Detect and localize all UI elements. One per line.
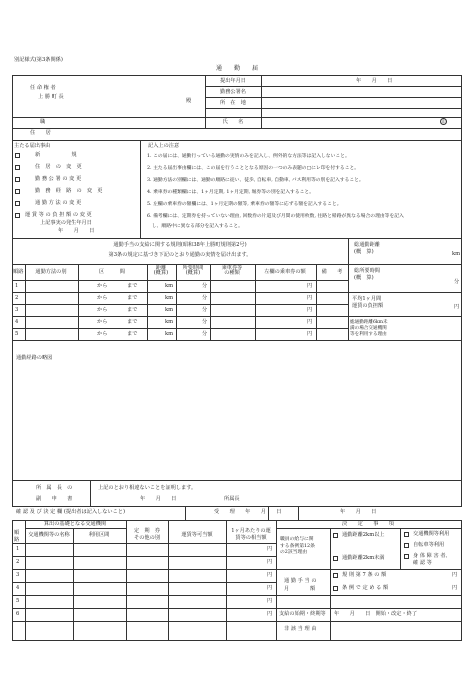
dept-head-label-2: 副 申 書	[36, 496, 73, 502]
reason-label: 運 賃 等 の 負 担 額 の 変 更	[25, 212, 92, 218]
addressee-label: 任 命 権 者	[30, 85, 56, 91]
certification-statement: 上記のとおり相違ないことを証明します。	[98, 485, 197, 491]
ordinance-amount-label: 条 例 で 定 め る 額	[342, 585, 389, 591]
row-min: 分	[202, 331, 208, 337]
under-6km-reason-label: 総通勤距離6km未 満の場合交通機関 等を利用する理由	[350, 320, 388, 337]
vehicle-label: 自転車等利用	[413, 542, 445, 548]
reason-checkbox[interactable]	[15, 189, 20, 194]
page-title: 通 勤 届	[215, 65, 259, 72]
regulation-line-2: 第3条の規定に基づき下記のとおり通勤の実情を届け出ます。	[108, 252, 252, 258]
row-from: から	[97, 319, 108, 325]
submit-date-label: 提出年月日	[220, 78, 246, 84]
col-fare-equivalent: 運賃等可当額	[181, 532, 213, 538]
ordinance-amount-checkbox[interactable]	[333, 586, 338, 591]
row-yen: 円	[267, 598, 273, 604]
row-km: km	[165, 307, 174, 313]
row-km: km	[165, 319, 174, 325]
reason-checkbox[interactable]	[15, 177, 20, 182]
row-yen: 円	[267, 572, 273, 578]
row-number: 1	[16, 546, 20, 552]
office-label: 勤務公署名	[220, 89, 246, 95]
row-from: から	[97, 307, 108, 313]
row-to: まで	[127, 331, 138, 337]
decision-label: 決 定 事 項	[342, 521, 394, 527]
form-label: 別記様式(第3条関係)	[14, 57, 63, 63]
row-from: から	[97, 283, 108, 289]
rule7-label: 規 則 第 7 条 の 額	[342, 572, 387, 578]
ordinance-reason-label: 職員の給与に関 する条例第12条 の2該当理由	[280, 537, 315, 556]
reason-label: 勤 務 経 路 の 変 更	[35, 188, 103, 194]
row-yen: 円	[307, 295, 313, 301]
address-label: 住 居	[30, 130, 51, 136]
col-distance: 距離 (概算)	[153, 265, 169, 277]
denial-reason-label: 非 該 当 理 由	[284, 626, 317, 632]
notes-title: 記入上の注意	[148, 143, 180, 149]
over-2km-checkbox[interactable]	[333, 533, 338, 538]
seal-mark: 印	[441, 119, 446, 124]
row-min: 分	[202, 319, 208, 325]
col-monthly-equivalent: 1ヶ月あたりの運 賃等の相当額	[231, 528, 271, 542]
disabled-checkbox[interactable]	[404, 554, 409, 559]
col-remarks: 備 考	[321, 269, 343, 275]
reason-label: 新 規	[35, 152, 77, 158]
row-yen: 円	[307, 331, 313, 337]
row-number: 3	[16, 572, 20, 578]
note-item: 4. 乗車券の種類欄には、1ヶ月定期, 1ヶ月定期, 堀券等の別を記入すること。	[147, 190, 315, 195]
col-order-label: 順 路	[14, 530, 20, 543]
rule7-yen: 円	[452, 572, 458, 578]
row-min: 分	[202, 283, 208, 289]
row-number: 3	[15, 307, 19, 313]
honorific: 殿	[186, 98, 192, 104]
col-ticket-type: 乗車券等 の種類	[221, 265, 243, 277]
disabled-label: 身 体 障 害 者、 確 認 等	[413, 553, 451, 566]
row-number: 4	[16, 585, 20, 591]
submit-date-value: 年 月 日	[356, 78, 393, 84]
monthly-fare-label: 平均1ヶ月間 運賃の負担額	[352, 296, 384, 310]
certification-date: 年 月 日	[140, 496, 177, 502]
row-yen: 円	[307, 307, 313, 313]
regulation-line-1: 通勤手当の支給に関する規則(昭和38年上勝町規則第2号)	[113, 242, 247, 248]
note-item: 6. 備考欄には、定期券を持っていない理由, 回数券の片道及び月間の使用枚数, 往路と帰路が異なる場合の理由等を記入	[147, 214, 404, 219]
total-time-unit: 分	[454, 279, 460, 285]
reason-checkbox[interactable]	[15, 213, 20, 218]
total-time-label: 総所要時間 (概 算)	[354, 268, 380, 282]
col-order: 順路	[13, 269, 24, 275]
note-item: 1. この届には、通勤行っている通勤の実情のみを記入し、例外的な方法等は記入しないこと。	[147, 154, 350, 159]
addressee-name: 上 勝 町 長	[38, 94, 64, 100]
row-from: から	[97, 295, 108, 301]
row-km: km	[165, 283, 174, 289]
dept-head-sign: 所属長	[224, 496, 240, 502]
route-map-area[interactable]	[14, 365, 460, 477]
note-item: 5. 左欄の乗車券の額欄には、1ヶ月定期の額等, 乗車券の額等に応ずる額を記入すること。	[147, 202, 342, 207]
row-km: km	[165, 331, 174, 337]
row-number: 5	[16, 598, 20, 604]
under-2km-label: 通勤距離2km未満	[342, 555, 385, 561]
col-pass-type: 定 期 券 その他の別	[134, 528, 160, 542]
total-distance-unit: km	[452, 251, 461, 257]
row-min: 分	[202, 295, 208, 301]
reason-label: 住 居 の 変 更	[35, 164, 82, 170]
reason-checkbox[interactable]	[15, 153, 20, 158]
reason-checkbox[interactable]	[15, 201, 20, 206]
row-km: km	[165, 295, 174, 301]
row-number: 2	[16, 559, 20, 565]
dept-head-label: 所 属 長 の	[36, 485, 73, 491]
rule7-checkbox[interactable]	[333, 573, 338, 578]
note-item: し、順路中に異なる部分を記入すること。	[147, 224, 243, 229]
row-number: 1	[15, 283, 19, 289]
row-yen: 円	[307, 283, 313, 289]
note-item: 2. 主たる届出事由欄には、この届を行うこととなる原因の一つのみ表題の□にレ印を付すること。	[147, 166, 360, 171]
row-yen: 円	[267, 585, 273, 591]
route-map-label: 通勤経路の略図	[16, 355, 53, 361]
allowance-monthly-label: 通 勤 手 当 の 月 額	[284, 578, 317, 593]
monthly-fare-unit: 円	[454, 304, 460, 310]
location-label: 所 在 地	[220, 100, 246, 106]
total-distance-label: 総通勤距離 (概 算)	[354, 242, 380, 256]
payment-period-label: 支給の始期・終期等	[279, 611, 326, 617]
row-to: まで	[127, 283, 138, 289]
row-to: まで	[127, 295, 138, 301]
col-time: 所要時間 (概算)	[182, 265, 204, 277]
note-item: 3. 通勤方法の別欄には、通勤の順路に従い、徒歩, 自転車, 自動車, バス利用等の別を記入すること。	[147, 178, 364, 183]
col-transport-name: 交通機関等の名称	[28, 532, 70, 538]
col-route-section: 利用区間	[88, 532, 110, 538]
row-from: から	[97, 331, 108, 337]
decision-title: 確 認 及 び 決 定 欄 (提出者は記入しないこと)	[16, 509, 125, 515]
ordinance-amount-yen: 円	[452, 585, 458, 591]
col-section: 区 間	[99, 269, 125, 275]
row-yen: 円	[267, 559, 273, 565]
row-to: まで	[127, 307, 138, 313]
occurrence-date: 年 月 日	[58, 228, 95, 234]
reason-label: 通 勤 方 法 の 変 更	[35, 200, 82, 206]
row-yen: 円	[307, 319, 313, 325]
row-to: まで	[127, 319, 138, 325]
row-number: 4	[15, 319, 19, 325]
transit-label: 交通機関等利用	[413, 531, 450, 537]
received-date: 年 月 日	[340, 509, 377, 515]
basis-label: 算出の基礎となる交通機関	[43, 521, 107, 527]
row-number: 6	[16, 611, 20, 617]
row-number: 2	[15, 295, 19, 301]
position-label: 職	[40, 119, 46, 125]
over-2km-label: 通勤距離2km以上	[342, 532, 385, 538]
reasons-title: 主たる届出事由	[14, 143, 51, 149]
occurrence-label: 上記事実の発生年月日	[40, 220, 92, 226]
vehicle-checkbox[interactable]	[404, 543, 409, 548]
under-2km-checkbox[interactable]	[333, 556, 338, 561]
row-min: 分	[202, 307, 208, 313]
transit-checkbox[interactable]	[404, 532, 409, 537]
col-ticket-amount: 左欄の乗車券の額	[264, 269, 306, 275]
row-number: 5	[15, 331, 19, 337]
row-yen: 円	[267, 611, 273, 617]
name-label: 氏 名	[222, 119, 244, 125]
col-method: 通勤方法の別	[35, 269, 67, 275]
reason-checkbox[interactable]	[15, 165, 20, 170]
payment-period-value: 年 月 日 開始・改定・終了	[334, 611, 418, 617]
reason-label: 勤 務 公 署 の 変 更	[35, 176, 82, 182]
received-label: 受 理 年 月 日	[214, 509, 282, 515]
row-yen: 円	[267, 546, 273, 552]
